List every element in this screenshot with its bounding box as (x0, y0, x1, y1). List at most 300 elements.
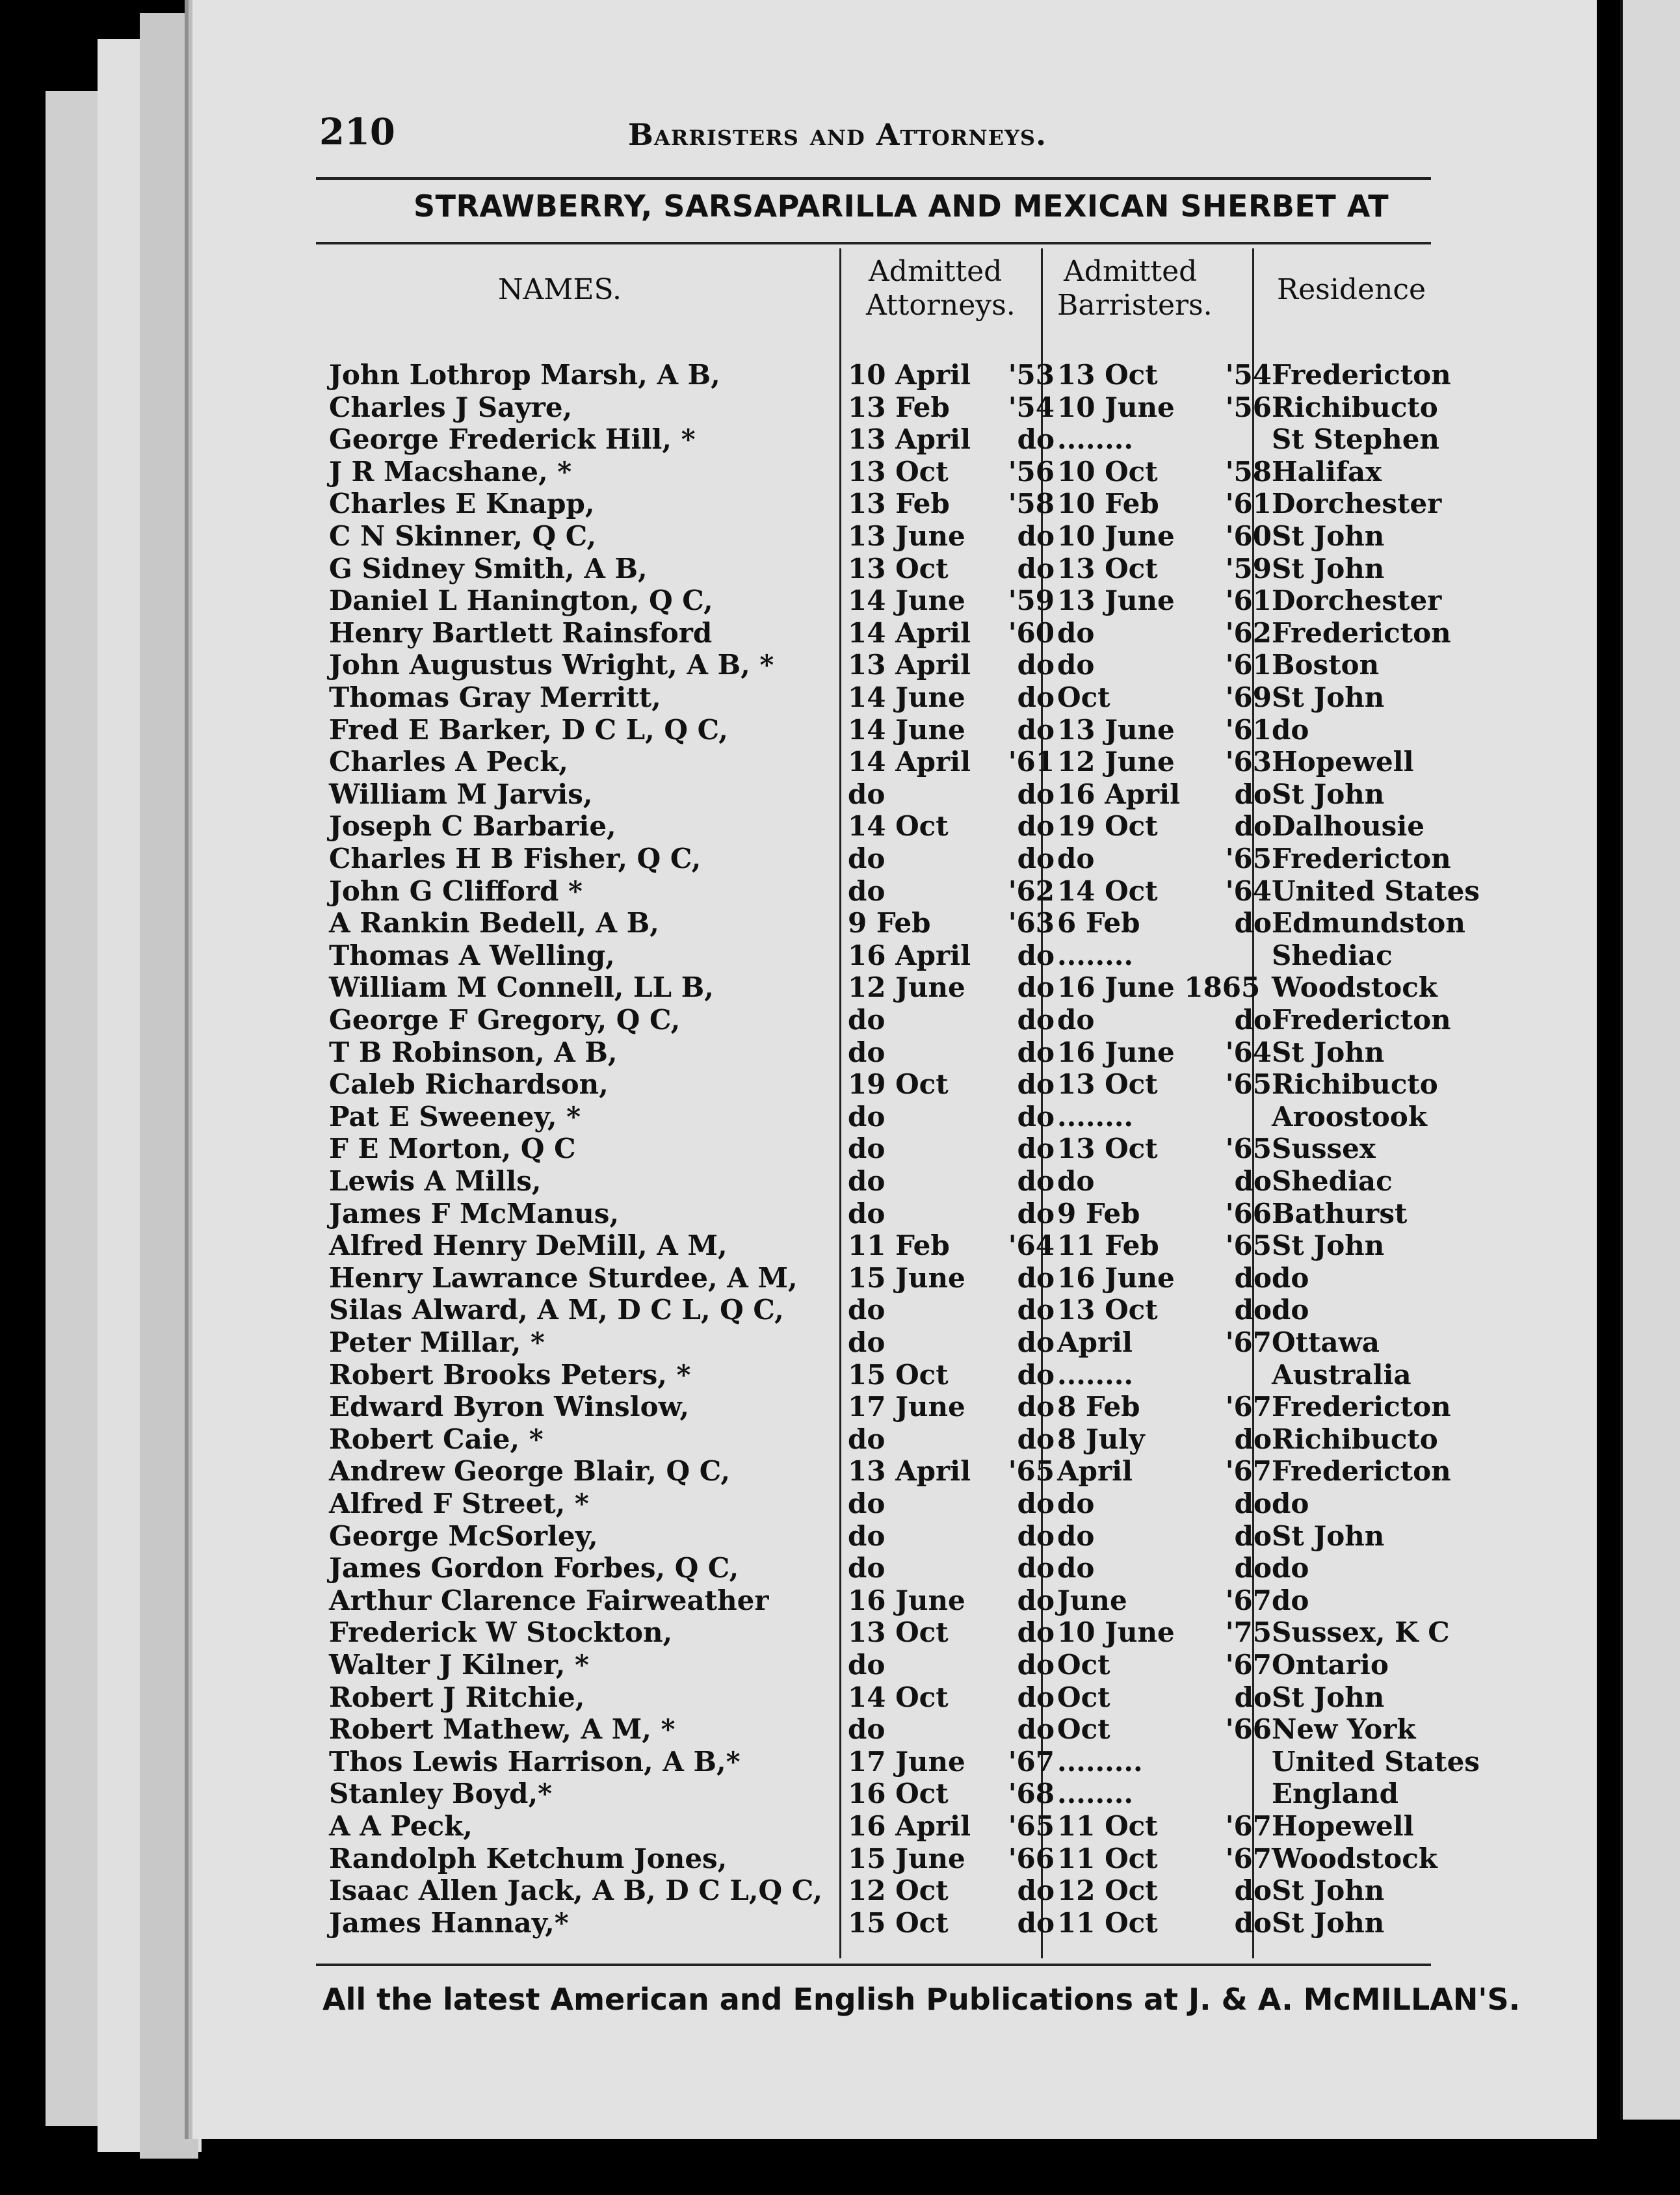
table-row (192, 1520, 1623, 1553)
attorney-year-cell: do (1017, 1391, 1055, 1423)
attorney-year-cell: do (1017, 1100, 1055, 1133)
attorney-year-cell: do (1017, 1261, 1055, 1294)
attorney-admitted-cell: do (848, 1519, 886, 1552)
name-cell: George F Gregory, Q C, (329, 1004, 681, 1036)
barrister-admitted-cell: April (1057, 1455, 1133, 1488)
attorney-admitted-cell: 14 June (848, 585, 965, 617)
attorney-admitted-cell: 13 Oct (848, 1616, 949, 1649)
barrister-admitted-cell: ........ (1057, 423, 1133, 456)
name-cell: Edward Byron Winslow, (329, 1391, 689, 1423)
attorney-year-cell: do (1017, 1294, 1055, 1326)
attorney-admitted-cell: do (848, 1100, 886, 1133)
barrister-admitted-cell: Oct (1057, 681, 1110, 713)
attorney-year-cell: do (1017, 1906, 1055, 1939)
attorney-admitted-cell: do (848, 1036, 886, 1068)
table-row (192, 585, 1623, 617)
barrister-admitted-cell: ......... (1057, 1745, 1143, 1778)
table-row (192, 1681, 1623, 1714)
barrister-year-cell: '66 (1225, 1713, 1272, 1746)
column-header-attorneys-1: Admitted (869, 255, 1003, 288)
attorney-admitted-cell: do (848, 1713, 886, 1746)
attorney-admitted-cell: 17 June (848, 1745, 965, 1778)
residence-cell: St Stephen (1272, 423, 1439, 456)
residence-cell: Fredericton (1272, 359, 1451, 391)
attorney-year-cell: do (1017, 1165, 1055, 1197)
attorney-admitted-cell: 9 Feb (848, 907, 931, 940)
barrister-year-cell: '65 (1225, 843, 1272, 874)
barrister-admitted-cell: do (1057, 843, 1095, 874)
attorney-admitted-cell: do (848, 1294, 886, 1326)
attorney-admitted-cell: 11 Feb (848, 1229, 950, 1262)
attorney-admitted-cell: do (848, 1133, 886, 1165)
attorney-admitted-cell: 14 April (848, 616, 971, 649)
table-row (192, 1552, 1623, 1584)
barrister-year-cell: do (1234, 1874, 1272, 1907)
barrister-year-cell: '61 (1225, 649, 1272, 681)
attorney-year-cell: do (1017, 1552, 1055, 1584)
residence-cell: Edmundston (1272, 907, 1465, 940)
attorney-year-cell: do (1017, 1197, 1055, 1229)
barrister-admitted-cell: 11 Feb (1057, 1229, 1159, 1262)
barrister-year-cell: '65 (1225, 1133, 1272, 1165)
barrister-admitted-cell: 19 Oct (1057, 810, 1158, 843)
name-cell: John Lothrop Marsh, A B, (329, 359, 720, 391)
name-cell: Randolph Ketchum Jones, (329, 1842, 728, 1874)
table-row (192, 1713, 1623, 1746)
header-rule (316, 177, 1431, 180)
table-row (192, 907, 1623, 940)
barrister-admitted-cell: Oct (1057, 1681, 1110, 1713)
residence-cell: Halifax (1272, 455, 1382, 488)
name-cell: Henry Bartlett Rainsford (329, 616, 713, 649)
name-cell: Thos Lewis Harrison, A B,* (329, 1745, 741, 1778)
barrister-admitted-cell: 16 April (1057, 778, 1181, 810)
table-row (192, 1810, 1623, 1843)
name-cell: Pat E Sweeney, * (329, 1100, 581, 1133)
column-header-barristers-1: Admitted (1064, 255, 1198, 288)
barrister-year-cell: do (1234, 1294, 1272, 1326)
table-row (192, 1262, 1623, 1295)
attorney-year-cell: '61 (1008, 746, 1055, 778)
barrister-admitted-cell: 10 June (1057, 1616, 1175, 1649)
attorney-admitted-cell: 16 Oct (848, 1778, 949, 1810)
attorney-admitted-cell: 14 Oct (848, 1681, 949, 1713)
column-header-attorneys-2: Attorneys. (866, 289, 1016, 322)
barrister-admitted-cell: 10 Feb (1057, 488, 1159, 520)
residence-cell: St John (1272, 1874, 1385, 1907)
table-row (192, 1488, 1623, 1520)
barrister-year-cell: do (1234, 1165, 1272, 1197)
attorney-admitted-cell: 13 Oct (848, 552, 949, 585)
barrister-admitted-cell: 10 June (1057, 520, 1175, 552)
barrister-year-cell: '58 (1225, 455, 1272, 488)
barrister-year-cell: do (1234, 810, 1272, 843)
attorney-year-cell: '58 (1008, 488, 1055, 520)
barrister-admitted-cell: 12 June (1057, 746, 1175, 778)
attorney-year-cell: do (1017, 1874, 1055, 1907)
table-row (192, 1101, 1623, 1133)
book-page (189, 0, 1597, 2139)
advertisement-bottom: All the latest American and English Publications at J. & A. McMILLAN'S. (322, 1982, 1521, 2017)
attorney-year-cell: do (1017, 552, 1055, 585)
table-row (192, 1133, 1623, 1165)
barrister-admitted-cell: 13 June (1057, 585, 1175, 617)
table-row (192, 1616, 1623, 1649)
residence-cell: do (1272, 1294, 1309, 1326)
table-row (192, 1294, 1623, 1326)
name-cell: Stanley Boyd,* (329, 1778, 553, 1810)
attorney-admitted-cell: 13 April (848, 649, 971, 681)
barrister-year-cell: '67 (1225, 1842, 1272, 1874)
attorney-admitted-cell: do (848, 1197, 886, 1229)
attorney-year-cell: '62 (1008, 874, 1055, 907)
residence-cell: Dalhousie (1272, 810, 1424, 843)
attorney-year-cell: '60 (1008, 616, 1055, 649)
attorney-year-cell: do (1017, 1004, 1055, 1036)
name-cell: Charles A Peck, (329, 746, 568, 778)
name-cell: Lewis A Mills, (329, 1165, 542, 1197)
name-cell: Thomas A Welling, (329, 939, 615, 971)
barrister-year-cell: '65 (1225, 1229, 1272, 1262)
residence-cell: Richibucto (1272, 1068, 1438, 1101)
table-row (192, 843, 1623, 875)
barrister-admitted-cell: 13 Oct (1057, 1068, 1158, 1101)
attorney-year-cell: '65 (1008, 1455, 1055, 1488)
name-cell: Robert Brooks Peters, * (329, 1358, 691, 1391)
attorney-year-cell: '68 (1008, 1778, 1055, 1810)
name-cell: James Gordon Forbes, Q C, (329, 1552, 739, 1584)
barrister-year-cell: '64 (1225, 874, 1272, 907)
residence-cell: St John (1272, 681, 1385, 713)
table-row (192, 714, 1623, 746)
barrister-year-cell: do (1234, 1519, 1272, 1552)
name-cell: T B Robinson, A B, (329, 1036, 618, 1068)
table-row (192, 1036, 1623, 1069)
residence-cell: Sussex, K C (1272, 1616, 1450, 1649)
residence-cell: Hopewell (1272, 1810, 1414, 1842)
residence-cell: St John (1272, 1036, 1385, 1068)
barrister-year-cell: '66 (1225, 1197, 1272, 1229)
barrister-admitted-cell: Oct (1057, 1713, 1110, 1746)
residence-cell: St John (1272, 1681, 1385, 1713)
name-cell: Robert Mathew, A M, * (329, 1713, 676, 1746)
barrister-year-cell: do (1234, 778, 1272, 810)
table-row (192, 649, 1623, 681)
barrister-year-cell: do (1234, 1423, 1272, 1455)
barrister-admitted-cell: April (1057, 1326, 1133, 1358)
name-cell: Peter Millar, * (329, 1326, 545, 1358)
column-header-names: NAMES. (498, 273, 622, 306)
barrister-admitted-cell: 13 Oct (1057, 1133, 1158, 1165)
attorney-year-cell: do (1017, 1488, 1055, 1519)
attorney-year-cell: do (1017, 1519, 1055, 1552)
name-cell: Charles E Knapp, (329, 488, 595, 520)
attorney-admitted-cell: do (848, 1649, 886, 1681)
name-cell: Alfred Henry DeMill, A M, (329, 1229, 728, 1262)
barrister-admitted-cell: June (1057, 1584, 1127, 1616)
barrister-admitted-cell: do (1057, 1165, 1095, 1197)
residence-cell: Dorchester (1272, 488, 1442, 520)
column-header-barristers-2: Barristers. (1057, 289, 1213, 322)
residence-cell: Shediac (1272, 939, 1393, 971)
barrister-admitted-cell: 13 Oct (1057, 359, 1158, 391)
barrister-year-cell: '67 (1225, 1326, 1272, 1358)
attorney-year-cell: '54 (1008, 391, 1055, 423)
attorney-year-cell: do (1017, 713, 1055, 746)
residence-cell: Ottawa (1272, 1326, 1380, 1358)
name-cell: William M Jarvis, (329, 778, 593, 810)
name-cell: Arthur Clarence Fairweather (329, 1584, 769, 1616)
residence-cell: St John (1272, 1906, 1385, 1939)
attorney-year-cell: do (1017, 649, 1055, 681)
attorney-admitted-cell: 13 Oct (848, 455, 949, 488)
barrister-year-cell: do (1234, 1261, 1272, 1294)
residence-cell: Fredericton (1272, 843, 1451, 874)
running-title: Barristers and Attorneys. (628, 117, 1047, 152)
attorney-admitted-cell: do (848, 874, 886, 907)
name-cell: Frederick W Stockton, (329, 1616, 673, 1649)
attorney-year-cell: do (1017, 520, 1055, 552)
barrister-year-cell: '67 (1225, 1810, 1272, 1842)
name-cell: C N Skinner, Q C, (329, 520, 597, 552)
attorney-admitted-cell: 13 April (848, 1455, 971, 1488)
barrister-admitted-cell: 11 Oct (1057, 1842, 1158, 1874)
name-cell: George Frederick Hill, * (329, 423, 696, 456)
table-row (192, 456, 1623, 488)
name-cell: James F McManus, (329, 1197, 620, 1229)
name-cell: Andrew George Blair, Q C, (329, 1455, 731, 1488)
attorney-admitted-cell: 12 June (848, 971, 965, 1004)
table-row (192, 778, 1623, 811)
attorney-year-cell: '65 (1008, 1810, 1055, 1842)
attorney-admitted-cell: do (848, 1165, 886, 1197)
residence-cell: Woodstock (1272, 971, 1437, 1004)
attorney-year-cell: do (1017, 810, 1055, 843)
barrister-admitted-cell: 13 Oct (1057, 552, 1158, 585)
attorney-admitted-cell: do (848, 1326, 886, 1358)
attorney-admitted-cell: 15 Oct (848, 1906, 949, 1939)
name-cell: Alfred F Street, * (329, 1488, 589, 1519)
table-row (192, 488, 1623, 520)
attorney-admitted-cell: 13 Feb (848, 488, 950, 520)
barrister-admitted-cell: do (1057, 649, 1095, 681)
table-row (192, 1778, 1623, 1810)
name-cell: G Sidney Smith, A B, (329, 552, 648, 585)
barrister-admitted-cell: 16 June (1057, 1261, 1175, 1294)
attorney-year-cell: do (1017, 1036, 1055, 1068)
barrister-admitted-cell: 13 Oct (1057, 1294, 1158, 1326)
barrister-admitted-cell: 8 Feb (1057, 1391, 1140, 1423)
residence-cell: St John (1272, 1519, 1385, 1552)
residence-cell: Ontario (1272, 1649, 1389, 1681)
barrister-admitted-cell: 8 July (1057, 1423, 1145, 1455)
attorney-year-cell: do (1017, 843, 1055, 874)
footer-rule (316, 1964, 1431, 1966)
name-cell: William M Connell, LL B, (329, 971, 714, 1004)
residence-cell: Shediac (1272, 1165, 1393, 1197)
barrister-year-cell: do (1234, 1004, 1272, 1036)
attorney-year-cell: do (1017, 1133, 1055, 1165)
name-cell: Thomas Gray Merritt, (329, 681, 661, 713)
page-number: 210 (319, 111, 395, 153)
table-row (192, 1198, 1623, 1230)
name-cell: Charles H B Fisher, Q C, (329, 843, 702, 874)
table-row (192, 971, 1623, 1004)
table-row (192, 1004, 1623, 1036)
table-row (192, 1843, 1623, 1875)
barrister-year-cell: '60 (1225, 520, 1272, 552)
residence-cell: New York (1272, 1713, 1416, 1746)
attorney-admitted-cell: do (848, 1488, 886, 1519)
table-row (192, 1584, 1623, 1617)
attorney-admitted-cell: 13 April (848, 423, 971, 456)
attorney-year-cell: do (1017, 971, 1055, 1004)
table-row (192, 1423, 1623, 1456)
residence-cell: Fredericton (1272, 1004, 1451, 1036)
table-row (192, 1165, 1623, 1198)
name-cell: James Hannay,* (329, 1906, 569, 1939)
barrister-admitted-cell: 16 June (1057, 1036, 1175, 1068)
table-row (192, 1391, 1623, 1423)
attorney-year-cell: '66 (1008, 1842, 1055, 1874)
residence-cell: Australia (1272, 1358, 1411, 1391)
attorney-admitted-cell: do (848, 843, 886, 874)
barrister-year-cell: '69 (1225, 681, 1272, 713)
table-row (192, 1455, 1623, 1488)
attorney-year-cell: do (1017, 1616, 1055, 1649)
barrister-admitted-cell: 13 June (1057, 713, 1175, 746)
barrister-year-cell: '61 (1225, 488, 1272, 520)
table-row (192, 940, 1623, 972)
barrister-admitted-cell: 6 Feb (1057, 907, 1140, 940)
residence-cell: Aroostook (1272, 1100, 1427, 1133)
barrister-admitted-cell: 12 Oct (1057, 1874, 1158, 1907)
header-rule (316, 242, 1431, 244)
barrister-admitted-cell: do (1057, 1488, 1095, 1519)
attorney-admitted-cell: 14 Oct (848, 810, 949, 843)
table-row (192, 1746, 1623, 1778)
residence-cell: St John (1272, 1229, 1385, 1262)
residence-cell: do (1272, 1552, 1309, 1584)
name-cell: Silas Alward, A M, D C L, Q C, (329, 1294, 784, 1326)
residence-cell: St John (1272, 778, 1385, 810)
residence-cell: do (1272, 713, 1309, 746)
attorney-admitted-cell: 14 April (848, 746, 971, 778)
table-row (192, 810, 1623, 843)
residence-cell: United States (1272, 874, 1480, 907)
barrister-admitted-cell: ........ (1057, 1100, 1133, 1133)
residence-cell: Woodstock (1272, 1842, 1437, 1874)
attorney-admitted-cell: 16 April (848, 1810, 971, 1842)
attorney-year-cell: '63 (1008, 907, 1055, 940)
table-row (192, 359, 1623, 391)
barrister-year-cell: '64 (1225, 1036, 1272, 1068)
attorney-year-cell: do (1017, 1713, 1055, 1746)
barrister-admitted-cell: ........ (1057, 1778, 1133, 1810)
residence-cell: Bathurst (1272, 1197, 1408, 1229)
attorney-admitted-cell: 19 Oct (848, 1068, 949, 1101)
barrister-year-cell: do (1234, 1552, 1272, 1584)
attorney-admitted-cell: 14 June (848, 713, 965, 746)
residence-cell: Sussex (1272, 1133, 1376, 1165)
table-row (192, 520, 1623, 553)
barrister-year-cell: '63 (1225, 746, 1272, 778)
attorney-year-cell: do (1017, 1358, 1055, 1391)
barrister-year-cell: '67 (1225, 1455, 1272, 1488)
barrister-year-cell: '75 (1225, 1616, 1272, 1649)
residence-cell: do (1272, 1261, 1309, 1294)
attorney-year-cell: '53 (1008, 359, 1055, 391)
residence-cell: Fredericton (1272, 616, 1451, 649)
attorney-year-cell: do (1017, 778, 1055, 810)
facing-page-edge (1620, 0, 1680, 2120)
barrister-admitted-cell: do (1057, 1519, 1095, 1552)
table-row (192, 1068, 1623, 1101)
barrister-admitted-cell: do (1057, 1552, 1095, 1584)
barrister-year-cell: do (1234, 1906, 1272, 1939)
barrister-year-cell: do (1234, 1681, 1272, 1713)
table-row (192, 1907, 1623, 1939)
attorney-admitted-cell: 15 June (848, 1261, 965, 1294)
attorney-year-cell: do (1017, 1068, 1055, 1101)
residence-cell: do (1272, 1584, 1309, 1616)
name-cell: John Augustus Wright, A B, * (329, 649, 774, 681)
attorney-admitted-cell: 16 April (848, 939, 971, 971)
residence-cell: Richibucto (1272, 1423, 1438, 1455)
name-cell: Fred E Barker, D C L, Q C, (329, 713, 728, 746)
barrister-admitted-cell: ........ (1057, 939, 1133, 971)
attorney-year-cell: do (1017, 1681, 1055, 1713)
attorney-admitted-cell: do (848, 778, 886, 810)
attorney-admitted-cell: 12 Oct (848, 1874, 949, 1907)
attorney-year-cell: '56 (1008, 455, 1055, 488)
attorney-year-cell: do (1017, 681, 1055, 713)
barrister-year-cell: '56 (1225, 391, 1272, 423)
barrister-year-cell: '61 (1225, 585, 1272, 617)
residence-cell: St John (1272, 520, 1385, 552)
name-cell: A Rankin Bedell, A B, (329, 907, 659, 940)
attorney-admitted-cell: 13 June (848, 520, 965, 552)
name-cell: Charles J Sayre, (329, 391, 573, 423)
barrister-admitted-cell: ........ (1057, 1358, 1133, 1391)
attorney-admitted-cell: do (848, 1552, 886, 1584)
name-cell: F E Morton, Q C (329, 1133, 576, 1165)
barrister-admitted-cell: 11 Oct (1057, 1906, 1158, 1939)
name-cell: Isaac Allen Jack, A B, D C L,Q C, (329, 1874, 823, 1907)
attorney-year-cell: '59 (1008, 585, 1055, 617)
advertisement-top: STRAWBERRY, SARSAPARILLA AND MEXICAN SHERBET AT (413, 189, 1389, 224)
barrister-year-cell: '67 (1225, 1391, 1272, 1423)
attorney-year-cell: do (1017, 1423, 1055, 1455)
attorney-admitted-cell: 13 Feb (848, 391, 950, 423)
name-cell: Robert J Ritchie, (329, 1681, 585, 1713)
table-row (192, 423, 1623, 456)
attorney-admitted-cell: 14 June (848, 681, 965, 713)
barrister-year-cell: '61 (1225, 713, 1272, 746)
table-row (192, 1229, 1623, 1262)
column-header-residence: Residence (1277, 273, 1426, 306)
name-cell: Robert Caie, * (329, 1423, 544, 1455)
barrister-year-cell: do (1234, 907, 1272, 940)
barrister-admitted-cell: 10 Oct (1057, 455, 1158, 488)
table-row (192, 617, 1623, 650)
name-cell: Walter J Kilner, * (329, 1649, 590, 1681)
residence-cell: Dorchester (1272, 585, 1442, 617)
table-row (192, 746, 1623, 778)
barrister-admitted-cell: do (1057, 1004, 1095, 1036)
attorney-admitted-cell: do (848, 1004, 886, 1036)
barrister-year-cell: '67 (1225, 1649, 1272, 1681)
